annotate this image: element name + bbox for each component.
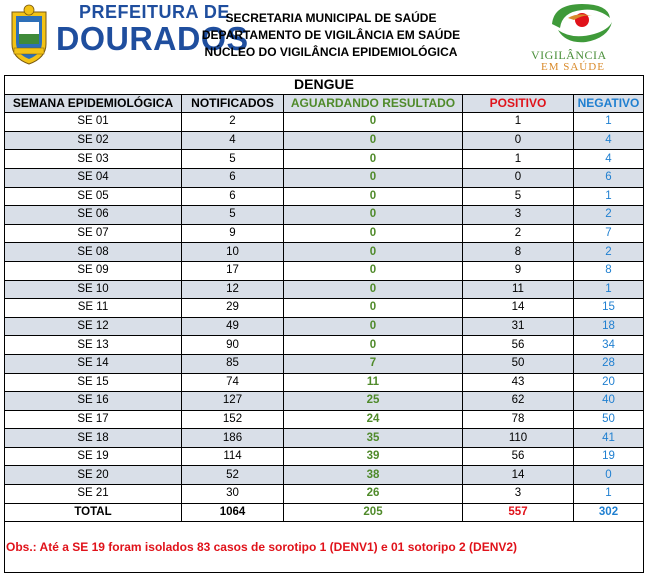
observation-note: Obs.: Até a SE 19 foram isolados 83 casos de sorotipo 1 (DENV1) e 01 sotoripo 2 (DENV2): [5, 522, 644, 573]
table-cell: 24: [284, 410, 463, 429]
table-cell: 5: [182, 206, 284, 225]
table-cell: 18: [574, 317, 644, 336]
total-cell: 557: [463, 503, 574, 522]
table-row: [5, 447, 644, 466]
table-cell: 4: [574, 131, 644, 150]
table-row: [5, 113, 644, 132]
table-cell: 0: [284, 261, 463, 280]
table-row: [5, 373, 644, 392]
table-cell: 28: [574, 354, 644, 373]
table-cell: 85: [182, 354, 284, 373]
total-cell: 1064: [182, 503, 284, 522]
table-cell: 110: [463, 429, 574, 448]
table-cell: 3: [463, 206, 574, 225]
title-line-1: SECRETARIA MUNICIPAL DE SAÚDE: [225, 11, 437, 25]
table-cell: 20: [574, 373, 644, 392]
table-cell: 14: [463, 466, 574, 485]
table-cell: SE 09: [5, 261, 182, 280]
table-cell: SE 11: [5, 299, 182, 318]
table-cell: 6: [182, 187, 284, 206]
column-header: NOTIFICADOS: [182, 94, 284, 113]
table-row: [5, 168, 644, 187]
table-cell: 50: [574, 410, 644, 429]
table-row: [5, 485, 644, 504]
institution-titles: [196, 10, 466, 61]
table-row: [5, 429, 644, 448]
table-cell: 2: [463, 224, 574, 243]
table-cell: SE 07: [5, 224, 182, 243]
table-cell: 29: [182, 299, 284, 318]
table-cell: 15: [574, 299, 644, 318]
table-cell: 0: [284, 131, 463, 150]
table-cell: SE 05: [5, 187, 182, 206]
table-row: [5, 187, 644, 206]
table-cell: SE 03: [5, 150, 182, 169]
total-cell: 302: [574, 503, 644, 522]
table-cell: SE 16: [5, 392, 182, 411]
table-cell: 14: [463, 299, 574, 318]
table-cell: 186: [182, 429, 284, 448]
table-row: [5, 280, 644, 299]
table-cell: 7: [574, 224, 644, 243]
column-header: SEMANA EPIDEMIOLÓGICA: [5, 94, 182, 113]
table-cell: SE 20: [5, 466, 182, 485]
table-title-row: [5, 76, 644, 95]
table-cell: 40: [574, 392, 644, 411]
table-cell: 6: [574, 168, 644, 187]
table-cell: 39: [284, 447, 463, 466]
table-cell: 11: [463, 280, 574, 299]
table-cell: 0: [284, 317, 463, 336]
table-row: [5, 150, 644, 169]
table-cell: SE 21: [5, 485, 182, 504]
table-cell: 1: [463, 150, 574, 169]
table-cell: 1: [574, 280, 644, 299]
table-cell: 41: [574, 429, 644, 448]
table-cell: SE 15: [5, 373, 182, 392]
table-cell: 0: [284, 168, 463, 187]
table-cell: SE 01: [5, 113, 182, 132]
table-cell: 4: [574, 150, 644, 169]
vigilancia-logo-icon: [538, 0, 622, 44]
table-cell: 0: [284, 224, 463, 243]
table-cell: 3: [463, 485, 574, 504]
table-cell: 43: [463, 373, 574, 392]
table-cell: SE 04: [5, 168, 182, 187]
table-cell: 35: [284, 429, 463, 448]
table-cell: 56: [463, 336, 574, 355]
total-cell: TOTAL: [5, 503, 182, 522]
vigilancia-label: VIGILÂNCIA: [531, 48, 607, 62]
table-cell: 0: [284, 243, 463, 262]
table-cell: SE 13: [5, 336, 182, 355]
observation-row: [5, 522, 644, 573]
title-line-2: DEPARTAMENTO DE VIGILÂNCIA EM SAÚDE: [201, 28, 461, 42]
table-cell: 5: [182, 150, 284, 169]
table-cell: 5: [463, 187, 574, 206]
table-row: [5, 243, 644, 262]
table-cell: 25: [284, 392, 463, 411]
table-cell: 1: [574, 113, 644, 132]
table-cell: 17: [182, 261, 284, 280]
table-cell: 38: [284, 466, 463, 485]
column-header: AGUARDANDO RESULTADO: [284, 94, 463, 113]
em-saude-label: EM SAÚDE: [541, 61, 605, 73]
table-cell: 31: [463, 317, 574, 336]
table-title: DENGUE: [5, 76, 644, 95]
table-row: [5, 392, 644, 411]
table-cell: 34: [574, 336, 644, 355]
table-cell: 12: [182, 280, 284, 299]
table-row: [5, 299, 644, 318]
table-row: [5, 410, 644, 429]
column-header: NEGATIVO: [574, 94, 644, 113]
table-cell: 30: [182, 485, 284, 504]
table-cell: 74: [182, 373, 284, 392]
table-cell: 0: [284, 336, 463, 355]
table-row: [5, 466, 644, 485]
table-cell: SE 14: [5, 354, 182, 373]
table-cell: 10: [182, 243, 284, 262]
table-cell: 49: [182, 317, 284, 336]
table-row: [5, 261, 644, 280]
table-cell: 7: [284, 354, 463, 373]
table-cell: 90: [182, 336, 284, 355]
table-row: [5, 336, 644, 355]
total-row: [5, 503, 644, 522]
table-cell: 11: [284, 373, 463, 392]
table-cell: 2: [574, 243, 644, 262]
table-cell: 2: [574, 206, 644, 225]
table-cell: 2: [182, 113, 284, 132]
table-cell: 1: [463, 113, 574, 132]
table-cell: 127: [182, 392, 284, 411]
table-cell: 6: [182, 168, 284, 187]
table-cell: 52: [182, 466, 284, 485]
table-cell: 26: [284, 485, 463, 504]
table-cell: 152: [182, 410, 284, 429]
table-cell: 19: [574, 447, 644, 466]
table-cell: 50: [463, 354, 574, 373]
table-cell: 56: [463, 447, 574, 466]
table-cell: 114: [182, 447, 284, 466]
table-body: [5, 113, 644, 503]
table-cell: SE 08: [5, 243, 182, 262]
column-header: POSITIVO: [463, 94, 574, 113]
table-header-row: [5, 94, 644, 113]
table-cell: SE 17: [5, 410, 182, 429]
table-cell: 4: [182, 131, 284, 150]
table-cell: 1: [574, 187, 644, 206]
prefeitura-label: PREFEITURA DE: [79, 2, 230, 22]
table-cell: SE 12: [5, 317, 182, 336]
table-cell: 0: [463, 131, 574, 150]
table-row: [5, 354, 644, 373]
dourados-logotype: DOURADOS: [56, 20, 249, 57]
total-cell: 205: [284, 503, 463, 522]
table-cell: SE 06: [5, 206, 182, 225]
table-row: [5, 317, 644, 336]
table-row: [5, 206, 644, 225]
table-cell: SE 10: [5, 280, 182, 299]
table-cell: 0: [284, 113, 463, 132]
table-cell: 0: [284, 299, 463, 318]
title-line-3: NÚCLEO DO VIGILÂNCIA EPIDEMIOLÓGICA: [204, 45, 458, 59]
table-cell: 8: [463, 243, 574, 262]
dourados-crest-icon: [8, 4, 50, 66]
table-cell: 0: [284, 187, 463, 206]
table-cell: 8: [574, 261, 644, 280]
dengue-table: [4, 75, 644, 573]
table-cell: 1: [574, 485, 644, 504]
table-cell: SE 19: [5, 447, 182, 466]
table-cell: 9: [182, 224, 284, 243]
table-row: [5, 224, 644, 243]
table-cell: 0: [284, 206, 463, 225]
table-cell: SE 02: [5, 131, 182, 150]
table-cell: SE 18: [5, 429, 182, 448]
table-row: [5, 131, 644, 150]
table-cell: 0: [574, 466, 644, 485]
table-cell: 62: [463, 392, 574, 411]
page-header: [0, 0, 652, 74]
table-cell: 0: [284, 280, 463, 299]
table-cell: 0: [463, 168, 574, 187]
table-cell: 0: [284, 150, 463, 169]
table-cell: 9: [463, 261, 574, 280]
table-cell: 78: [463, 410, 574, 429]
